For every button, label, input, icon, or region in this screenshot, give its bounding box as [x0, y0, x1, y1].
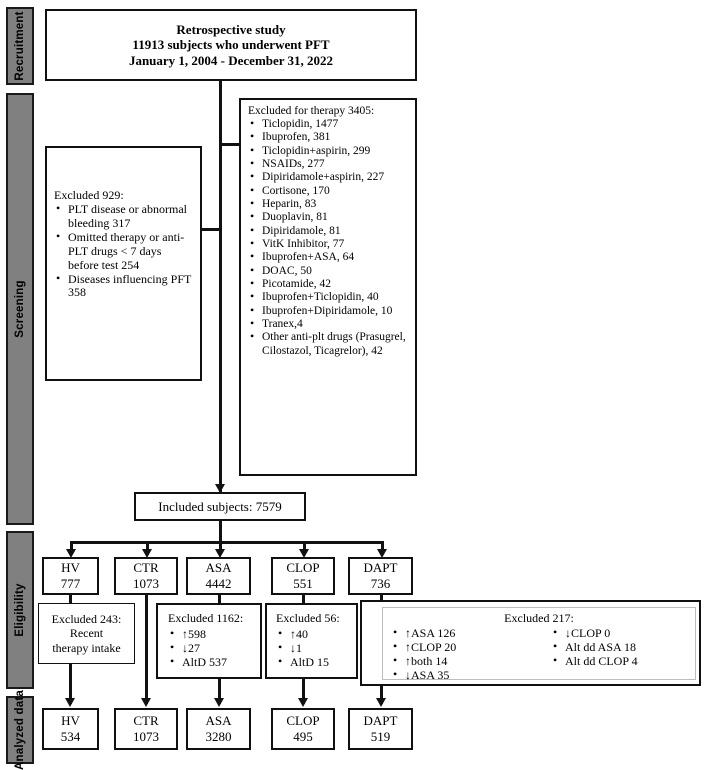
group-clop-count: 551	[293, 576, 313, 591]
list-item: • Ibuprofen, 381	[248, 131, 410, 144]
included-subjects-box	[134, 492, 306, 521]
excluded-dapt-list-left	[391, 627, 541, 683]
list-item: • Ibuprofen+Dipiridamole, 10	[248, 305, 410, 318]
group-hv-name: HV	[61, 560, 80, 576]
list-item: • Dipiridamole+aspirin, 227	[248, 171, 410, 184]
excluded-asa-box	[156, 603, 262, 679]
list-item: • Cortisone, 170	[248, 185, 410, 198]
connector-group-bus	[70, 541, 384, 544]
list-item: • Ibuprofen+Ticlopidin, 40	[248, 291, 410, 304]
excluded-hv-line-2: Recent	[69, 626, 104, 641]
excluded-929-box	[45, 146, 202, 381]
analyzed-dapt-count: 519	[370, 729, 391, 744]
connector-branch-to-excluded929	[200, 228, 221, 231]
group-dapt-count: 736	[370, 576, 391, 591]
excluded-clop-box	[265, 603, 358, 679]
analyzed-ctr-count: 1073	[133, 729, 159, 744]
excluded-therapy-box	[239, 98, 417, 476]
list-item: • Ticlopidin, 1477	[248, 118, 410, 131]
group-box-clop	[271, 557, 335, 595]
stage-band-eligibility-label: Eligibility	[13, 583, 26, 637]
group-hv-count: 777	[60, 576, 81, 591]
excluded-dapt-box	[360, 600, 701, 686]
excluded-dapt-inner-panel	[382, 607, 696, 680]
analyzed-label-line2: data	[13, 690, 26, 715]
analyzed-asa-name: ASA	[205, 713, 232, 729]
group-asa-count: 4442	[205, 576, 232, 591]
group-box-hv	[42, 557, 99, 595]
list-item: • Alt dd ASA 18	[551, 641, 696, 655]
excluded-asa-list	[168, 628, 256, 670]
connector-included-down	[219, 521, 222, 543]
included-subjects-text: Included subjects: 7579	[158, 498, 282, 514]
excluded-clop-list	[276, 628, 352, 670]
analyzed-box-clop	[271, 708, 335, 750]
list-item: • Omitted therapy or anti-PLT drugs < 7 days before test 254	[54, 231, 195, 273]
stage-band-recruitment-label: Recruitment	[13, 11, 26, 81]
list-item: • Dipiridamole, 81	[248, 225, 410, 238]
list-item: • DOAC, 50	[248, 265, 410, 278]
group-dapt-name: DAPT	[363, 560, 398, 576]
list-item: • ↑both 14	[391, 655, 541, 669]
recruitment-box	[45, 9, 417, 81]
list-item: • ↑ASA 126	[391, 627, 541, 641]
excluded-hv-line-1: Excluded 243:	[51, 611, 122, 626]
recruitment-line-3: January 1, 2004 - December 31, 2022	[128, 52, 334, 68]
connector-branch-to-therapy	[219, 143, 239, 146]
list-item: • ↓27	[168, 642, 256, 656]
analyzed-clop-name: CLOP	[286, 713, 320, 729]
stage-band-screening	[6, 93, 34, 525]
arrow-to-analyzed-asa	[214, 698, 224, 707]
analyzed-ctr-name: CTR	[133, 713, 159, 729]
excluded-929-header: Excluded 929:	[54, 188, 124, 202]
analyzed-box-hv	[42, 708, 99, 750]
excluded-therapy-header: Excluded for therapy 3405:	[248, 105, 375, 117]
list-item: • Heparin, 83	[248, 198, 410, 211]
stage-band-analyzed-label	[14, 690, 26, 770]
stage-band-recruitment	[6, 7, 34, 85]
group-asa-name: ASA	[205, 560, 232, 576]
analyzed-box-asa	[186, 708, 251, 750]
group-box-ctr	[114, 557, 178, 595]
excluded-dapt-header: Excluded 217:	[504, 611, 574, 625]
recruitment-line-2: 11913 subjects who underwent PFT	[132, 37, 330, 53]
group-clop-name: CLOP	[286, 560, 320, 576]
excluded-clop-header: Excluded 56:	[276, 611, 340, 625]
arrow-to-analyzed-hv	[65, 698, 75, 707]
list-item: • VitK Inhibitor, 77	[248, 238, 410, 251]
excluded-hv-box	[38, 603, 135, 664]
arrow-to-analyzed-clop	[298, 698, 308, 707]
excluded-therapy-list	[248, 118, 410, 358]
excluded-asa-header: Excluded 1162:	[168, 611, 244, 625]
list-item: • Picotamide, 42	[248, 278, 410, 291]
group-ctr-name: CTR	[133, 560, 159, 576]
list-item: • PLT disease or abnormal bleeding 317	[54, 203, 195, 231]
list-item: • Alt dd CLOP 4	[551, 655, 696, 669]
excluded-hv-line-3: therapy intake	[52, 640, 121, 655]
analyzed-dapt-name: DAPT	[363, 713, 398, 729]
list-item: • Ticlopidin+aspirin, 299	[248, 145, 410, 158]
analyzed-box-dapt	[348, 708, 413, 750]
group-box-asa	[186, 557, 251, 595]
stage-band-analyzed	[6, 690, 34, 770]
list-item: • ↓1	[276, 642, 352, 656]
analyzed-clop-count: 495	[293, 729, 313, 744]
stage-band-screening-label: Screening	[13, 280, 26, 338]
excluded-929-list	[54, 203, 195, 300]
group-ctr-count: 1073	[133, 576, 159, 591]
excluded-dapt-list-right	[551, 627, 696, 669]
connector-ctr-column	[145, 595, 148, 704]
list-item: • ↑40	[276, 628, 352, 642]
list-item: • ↑CLOP 20	[391, 641, 541, 655]
list-item: • ↓CLOP 0	[551, 627, 696, 641]
list-item: • ↑598	[168, 628, 256, 642]
analyzed-asa-count: 3280	[205, 729, 232, 744]
group-box-dapt	[348, 557, 413, 595]
analyzed-label-line1: Analyzed	[13, 717, 26, 770]
analyzed-box-ctr	[114, 708, 178, 750]
arrow-to-analyzed-ctr	[141, 698, 151, 707]
analyzed-hv-count: 534	[60, 729, 81, 744]
list-item: • Other anti-plt drugs (Prasugrel, Cilostazol, Ticagrelor), 42	[248, 331, 410, 358]
list-item: • Ibuprofen+ASA, 64	[248, 251, 410, 264]
analyzed-hv-name: HV	[61, 713, 80, 729]
list-item: • ↓ASA 35	[391, 669, 541, 683]
list-item: • NSAIDs, 277	[248, 158, 410, 171]
stage-band-eligibility	[6, 531, 34, 689]
list-item: • Diseases influencing PFT 358	[54, 273, 195, 301]
recruitment-line-1: Retrospective study	[176, 21, 286, 37]
list-item: • AltD 15	[276, 656, 352, 670]
list-item: • Tranex,4	[248, 318, 410, 331]
arrow-to-analyzed-dapt	[376, 698, 386, 707]
list-item: • AltD 537	[168, 656, 256, 670]
list-item: • Duoplavin, 81	[248, 211, 410, 224]
